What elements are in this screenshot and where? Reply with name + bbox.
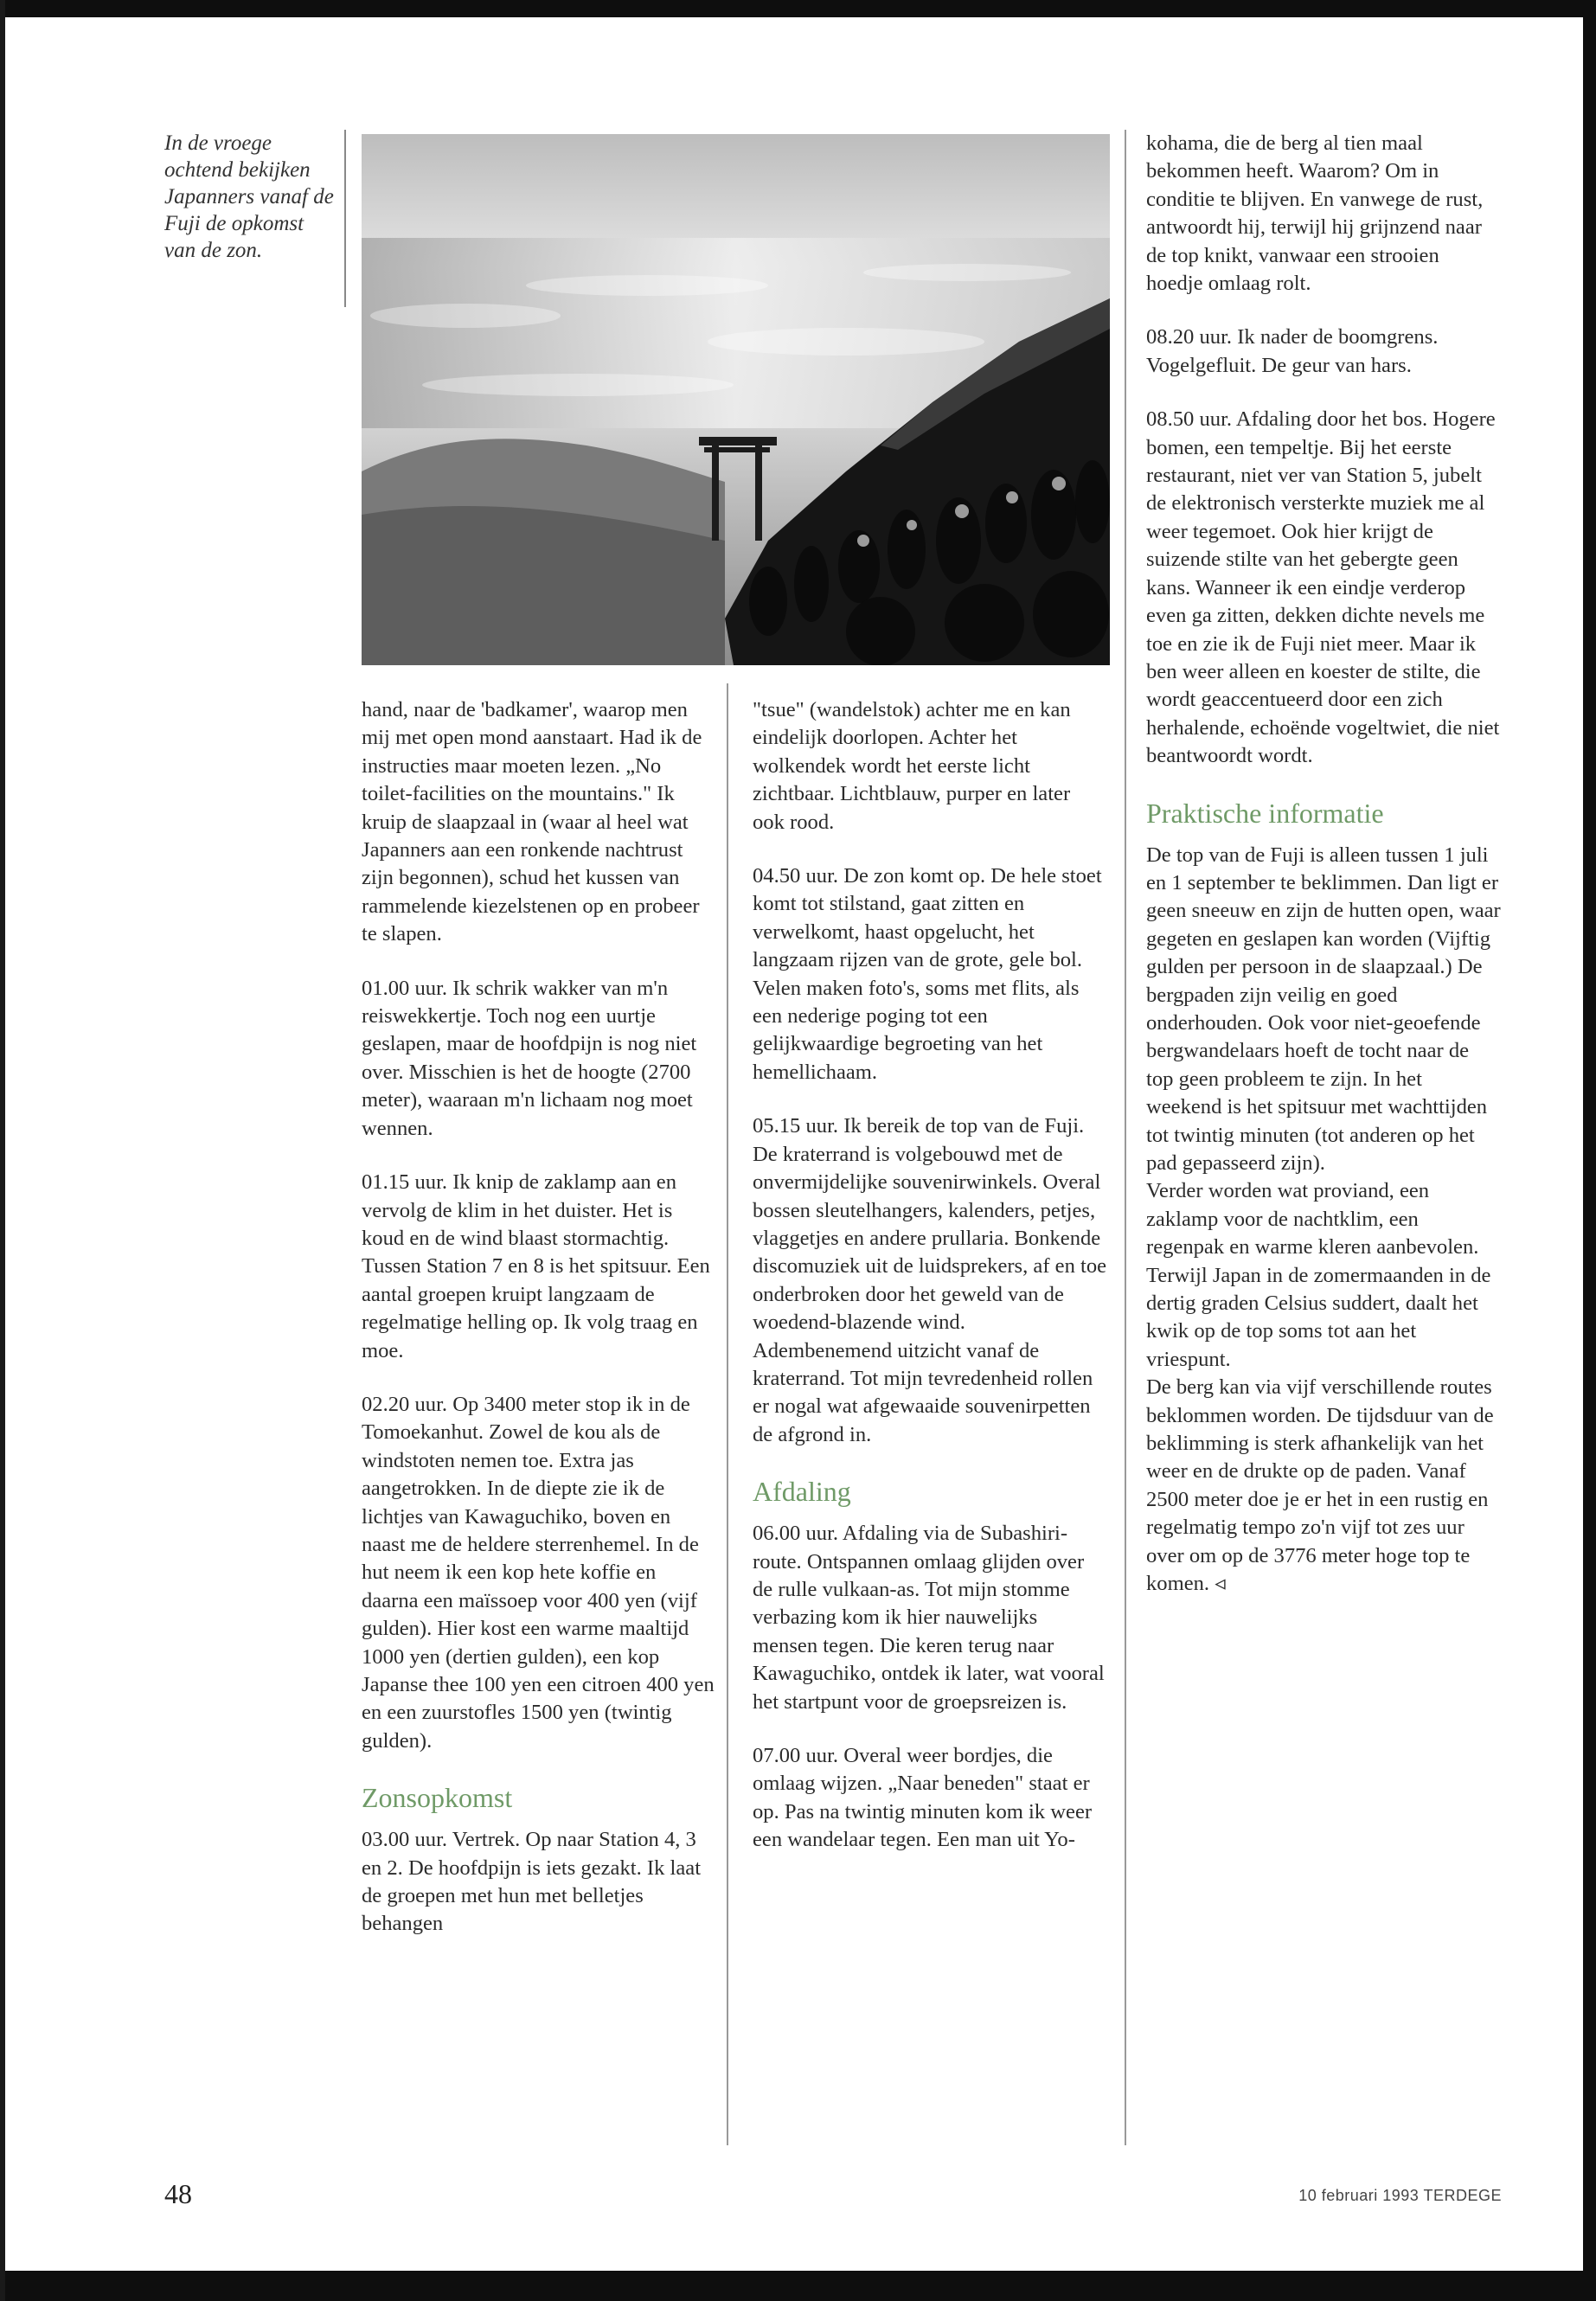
page-number: 48 [164, 2178, 192, 2209]
publication-date-footer: 10 februari 1993 TERDEGE [1298, 2187, 1502, 2204]
mount-fuji-sunrise-image [362, 134, 1110, 665]
page-border-left [0, 0, 5, 2301]
photo-caption: In de vroege ochtend bekijken Japanners vanaf de Fuji de opkomst van de zon. [164, 131, 334, 262]
article-column-3 [1146, 130, 1501, 1625]
paragraph: "tsue" (wandelstok) achter me en kan eindelijk doorlopen. Achter het wolkendek wordt het eerste licht zichtbaar. Lichtblauw, purper en later ook rood. [753, 698, 1071, 834]
paragraph: 04.50 uur. De zon komt op. De hele stoet komt tot stilstand, gaat zitten en verwelkomt, haast opgelucht, het langzaam rijzen van de grote, gele bol. Velen maken foto's, soms met flits, als een nederige poging tot een gelijkwaardige begroeting van het hemellichaam. [753, 864, 1102, 1084]
section-heading-zonsopkomst: Zonsopkomst [362, 1782, 513, 1814]
paragraph: 03.00 uur. Vertrek. Op naar Station 4, 3 en 2. De hoofdpijn is iets gezakt. Ik laat de groepen met hun met belletjes behangen [362, 1828, 702, 1936]
page-border-top [0, 0, 1596, 17]
page-border-right [1583, 0, 1596, 2301]
paragraph: 01.00 uur. Ik schrik wakker van m'n reiswekkertje. Toch nog een uurtje geslapen, maar de hoofdpijn is nog niet over. Misschien is het de hoogte (2700 meter), waaraan m'n lichaam nog moet wennen. [362, 976, 697, 1140]
article-column-2 [753, 696, 1107, 1881]
column-divider-right [1125, 130, 1126, 2145]
sunrise-photo [362, 134, 1110, 665]
article-column-1 [362, 696, 716, 1965]
caption-divider [344, 130, 346, 307]
info-paragraph: De top van de Fuji is alleen tussen 1 juli en 1 september te beklimmen. Dan ligt er geen sneeuw en zijn de hutten open, waar gegeten en geslapen kan worden (Vijftig gulden per persoon in de slaapzaal.) De bergpaden zijn veilig en goed onderhouden. Ook voor niet-geoefende bergwandelaars hoeft de tocht naar de top geen probleem te zijn. In het weekend is het spitsuur met wachttijden tot twintig minuten (tot anderen op het pad gepasseerd zijn). Verder worden wat proviand, een zaklamp voor de nachtklim, een regenpak en warme kleren aanbevolen. Terwijl Japan in de zomermaanden in de dertig graden Celsius suddert, daalt het kwik op de top soms tot aan het vriespunt. De berg kan via vijf verschillende routes beklommen worden. De tijdsduur van de beklimming is sterk afhankelijk van het weer en de drukte op de paden. Vanaf 2500 meter doe je er het in een rustig en regelmatig tempo zo'n vijf tot zes uur over om op de 3776 meter hoge top te komen. ◃ [1146, 843, 1501, 1596]
paragraph: 07.00 uur. Overal weer bordjes, die omlaag wijzen. „Naar beneden" staat er op. Pas na twintig minuten kom ik weer een wandelaar tegen. Een man uit Yo- [753, 1744, 1093, 1852]
paragraph: 01.15 uur. Ik knip de zaklamp aan en vervolg de klim in het duister. Het is koud en de wind blaast stormachtig. Tussen Station 7 en 8 is het spitsuur. Een aantal groepen kruipt langzaam de regelmatige helling op. Ik volg traag en moe. [362, 1170, 710, 1362]
page-border-bottom [0, 2271, 1596, 2301]
paragraph: 06.00 uur. Afdaling via de Subashiri-route. Ontspannen omlaag glijden over de rulle vulkaan-as. Tot mijn stomme verbazing kom ik hier nauwelijks mensen tegen. Die keren terug naar Kawaguchiko, ontdek ik later, wat vooral het startpunt voor de groepsreizen is. [753, 1522, 1105, 1714]
paragraph: 08.20 uur. Ik nader de boomgrens. Vogelgefluit. De geur van hars. [1146, 325, 1439, 377]
section-heading-afdaling: Afdaling [753, 1476, 851, 1508]
paragraph: hand, naar de 'badkamer', waarop men mij met open mond aanstaart. Had ik de instructies maar moeten lezen. „No toilet-facilities on the mountains." Ik kruip de slaapzaal in (waar al heel wat Japanners aan een ronkende nachtrust zijn begonnen), schud het kussen van rammelende kiezelstenen op en probeer te slapen. [362, 698, 702, 946]
paragraph: 08.50 uur. Afdaling door het bos. Hogere bomen, een tempeltje. Bij het eerste restaurant, niet ver van Station 5, jubelt de elektronisch versterkte muziek me al weer tegemoet. Ook hier krijgt de suizende stilte van het gebergte geen kans. Wanneer ik een eindje verderop even ga zitten, dekken dichte nevels me toe en zie ik de Fuji niet meer. Maar ik ben weer alleen en koester de stilte, die wordt geaccentueerd door een zich herhalende, echoënde vogeltwiet, die niet beantwoordt wordt. [1146, 407, 1500, 768]
paragraph: kohama, die de berg al tien maal bekommen heeft. Waarom? Om in conditie te blijven. En vanwege de rust, antwoordt hij, terwijl hij grijnzend naar de top knikt, vanwaar een strooien hoedje omlaag rolt. [1146, 131, 1484, 296]
column-divider-left [727, 683, 728, 2145]
section-heading-praktische-informatie: Praktische informatie [1146, 797, 1384, 829]
paragraph: 02.20 uur. Op 3400 meter stop ik in de Tomoekanhut. Zowel de kou als de windstoten nemen toe. Extra jas aangetrokken. In de diepte zie ik de lichtjes van Kawaguchiko, boven en naast me de heldere sterrenhemel. In de hut neem ik een kop hete koffie en daarna een maïssoep voor 400 yen (vijf gulden). Hier kost een warme maaltijd 1000 yen (dertien gulden), een kop Japanse thee 100 yen een citroen 400 yen en een zuurstofles 1500 yen (twintig gulden). [362, 1392, 715, 1753]
paragraph: 05.15 uur. Ik bereik de top van de Fuji. De kraterrand is volgebouwd met de onvermijdelijke souvenirwinkels. Overal bossen sleutelhangers, kalenders, petjes, vlaggetjes en andere prullaria. Bonkende discomuziek uit de luidsprekers, af en toe onderbroken door het geweld van de woedend-blazende wind. Adembenemend uitzicht vanaf de kraterrand. Tot mijn tevredenheid rollen er nogal wat afgewaaide souvenirpetten de afgrond in. [753, 1114, 1107, 1446]
